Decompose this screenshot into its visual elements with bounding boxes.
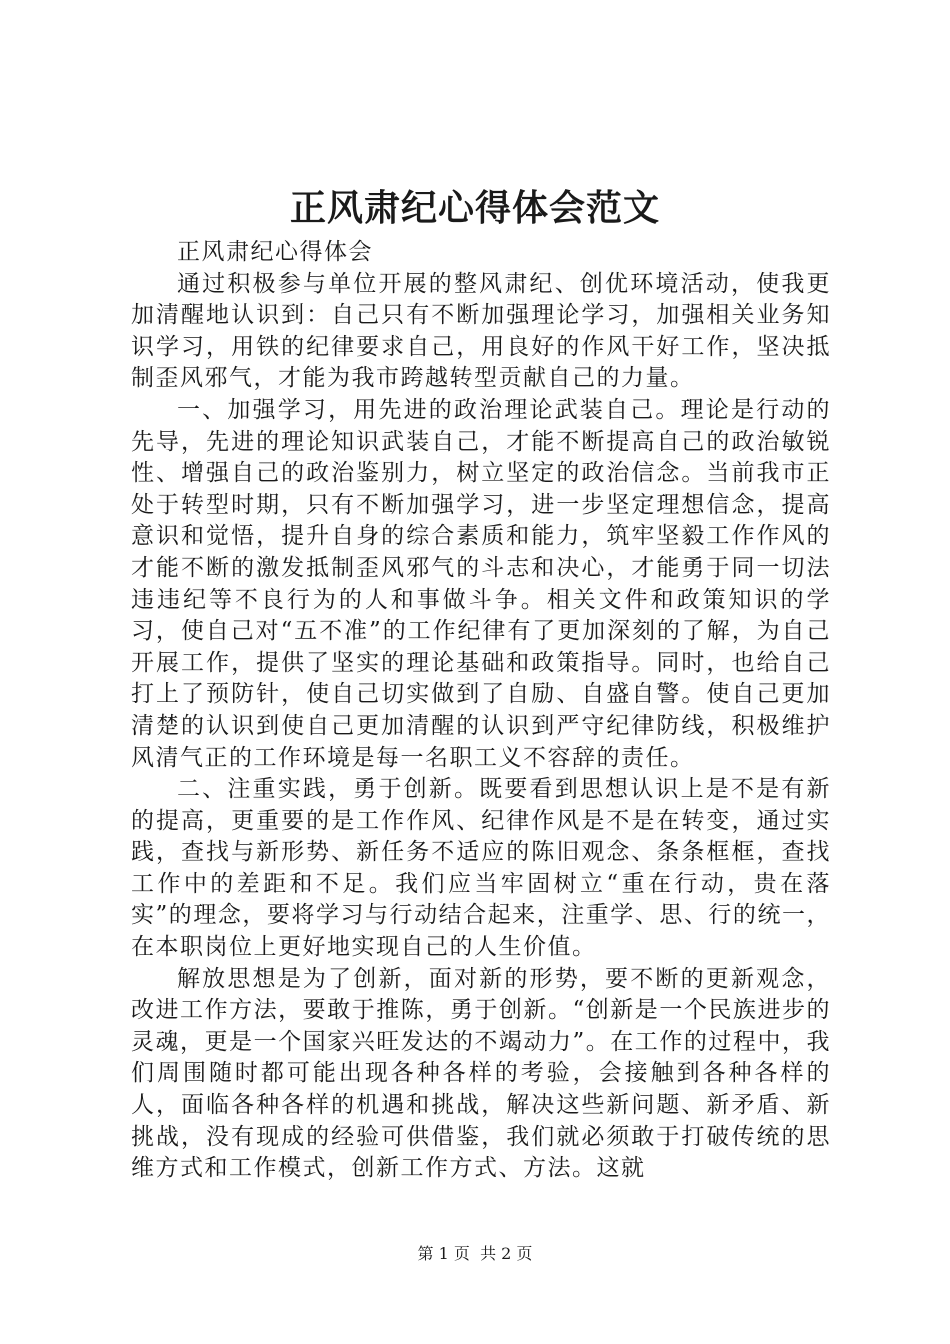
paragraph-section-two: 二、注重实践，勇于创新。既要看到思想认识上是不是有新的提高，更重要的是工作作风、纪律作风是不是在转变，通过实践，查找与新形势、新任务不适应的陈旧观念、条条框框，查找工作中的差距和不足。我们应当牢固树立“重在行动，贵在落实”的理念，要将学习与行动结合起来，注重学、思、行的统一，在本职岗位上更好地实现自己的人生价值。 [131,776,831,961]
paragraph-intro: 通过积极参与单位开展的整风肃纪、创优环境活动，使我更加清醒地认识到：自己只有不断加强理论学习，加强相关业务知识学习，用铁的纪律要求自己，用良好的作风干好工作，坚决抵制歪风邪气，才能为我市跨越转型贡献自己的力量。 [131,270,831,392]
paragraph-subtitle: 正风肃纪心得体会 [177,239,373,265]
paragraph-section-one: 一、加强学习，用先进的政治理论武装自己。理论是行动的先导，先进的理论知识武装自己，才能不断提高自己的政治敏锐性、增强自己的政治鉴别力，树立坚定的政治信念。当前我市正处于转型时期，只有不断加强学习，进一步坚定理想信念，提高意识和觉悟，提升自身的综合素质和能力，筑牢坚毅工作作风的才能不断的激发抵制歪风邪气的斗志和决心，才能勇于同一切法违违纪等不良行为的人和事做斗争。相关文件和政策知识的学习，使自己对“五不准”的工作纪律有了更加深刻的了解，为自己开展工作，提供了坚实的理论基础和政策指导。同时，也给自己打上了预防针，使自己切实做到了自励、自盛自警。使自己更加清楚的认识到使自己更加清醒的认识到严守纪律防线，积极维护风清气正的工作环境是每一名职工义不容辞的责任。 [131,396,831,771]
document-title: 正风肃纪心得体会范文 [289,187,660,229]
document-body [131,237,831,1185]
paragraph-innovation: 解放思想是为了创新，面对新的形势，要不断的更新观念，改进工作方法，要敢于推陈，勇于创新。“创新是一个民族进步的灵魂，更是一个国家兴旺发达的不竭动力”。在工作的过程中，我们周围随时都可能出现各种各样的考验，会接触到各种各样的人，面临各种各样的机遇和挑战，解决这些新问题、新矛盾、新挑战，没有现成的经验可供借鉴，我们就必须敢于打破传统的思维方式和工作模式，创新工作方式、方法。这就 [131,965,831,1182]
page-number-footer: 第 1 页 共 2 页 [417,1244,533,1263]
